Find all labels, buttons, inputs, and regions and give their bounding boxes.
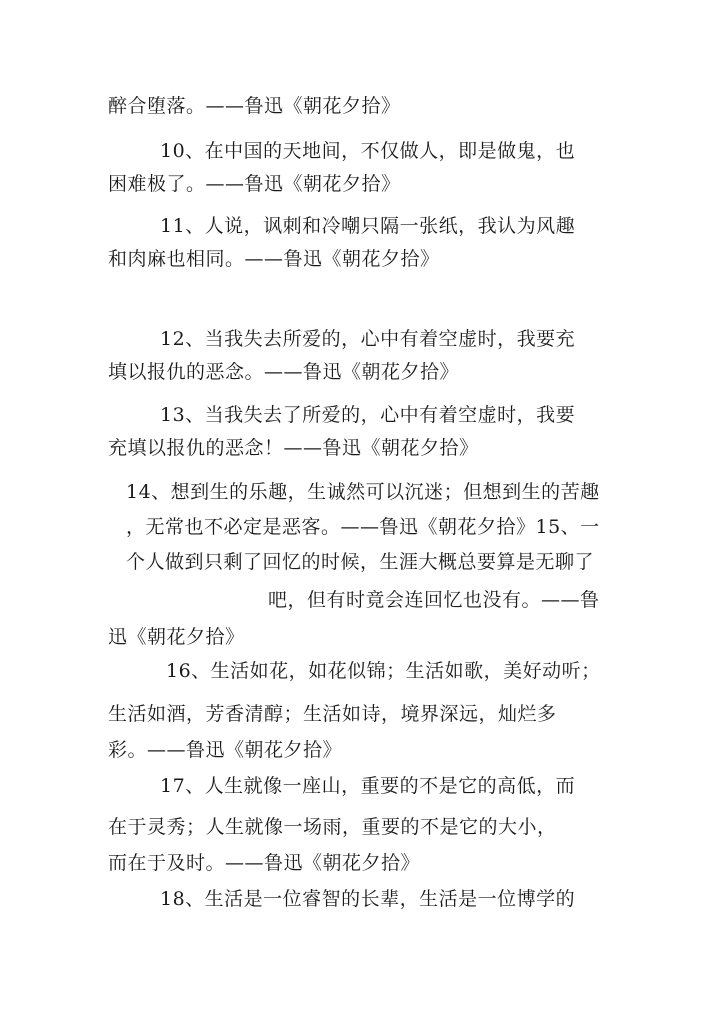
text-line-7: 填以报仇的恶念。——鲁迅《朝花夕拾》: [108, 361, 460, 383]
text-line-9: 充填以报仇的恶念！——鲁迅《朝花夕拾》: [108, 437, 479, 459]
text-line-21: 18、生活是一位睿智的长辈，生活是一位博学的: [160, 888, 576, 910]
text-line-19: 在于灵秀；人生就像一场雨，重要的不是它的大小，: [108, 816, 557, 838]
text-line-11: ，无常也不必定是恶客。——鲁迅《朝花夕拾》15、一: [126, 516, 600, 538]
text-line-20: 而在于及时。——鲁迅《朝花夕拾》: [108, 852, 421, 874]
text-line-3: 困难极了。——鲁迅《朝花夕拾》: [108, 173, 401, 195]
text-line-16: 生活如酒，芳香清醇；生活如诗，境界深远，灿烂多: [108, 703, 557, 725]
text-line-13: 吧，但有时竟会连回忆也没有。——鲁: [268, 589, 600, 611]
text-line-18: 17、人生就像一座山，重要的不是它的高低，而: [160, 775, 576, 797]
text-line-5: 和肉麻也相同。——鲁迅《朝花夕拾》: [108, 248, 440, 270]
text-line-4: 11、人说，讽刺和冷嘲只隔一张纸，我认为风趣: [160, 215, 576, 237]
text-line-17: 彩。——鲁迅《朝花夕拾》: [108, 739, 343, 761]
text-line-1: 醉合堕落。——鲁迅《朝花夕拾》: [108, 95, 401, 117]
text-line-8: 13、当我失去了所爱的，心中有着空虚时，我要: [160, 404, 576, 426]
text-line-12: 个人做到只剩了回忆的时候，生涯大概总要算是无聊了: [126, 551, 595, 573]
text-line-14: 迅《朝花夕拾》: [108, 626, 245, 648]
text-line-2: 10、在中国的天地间，不仅做人，即是做鬼，也: [160, 140, 576, 162]
text-line-10: 14、想到生的乐趣，生诚然可以沉迷；但想到生的苦趣: [126, 481, 600, 503]
text-line-15: 16、生活如花，如花似锦；生活如歌，美好动听；: [166, 660, 601, 682]
text-line-6: 12、当我失去所爱的，心中有着空虚时，我要充: [160, 328, 576, 350]
